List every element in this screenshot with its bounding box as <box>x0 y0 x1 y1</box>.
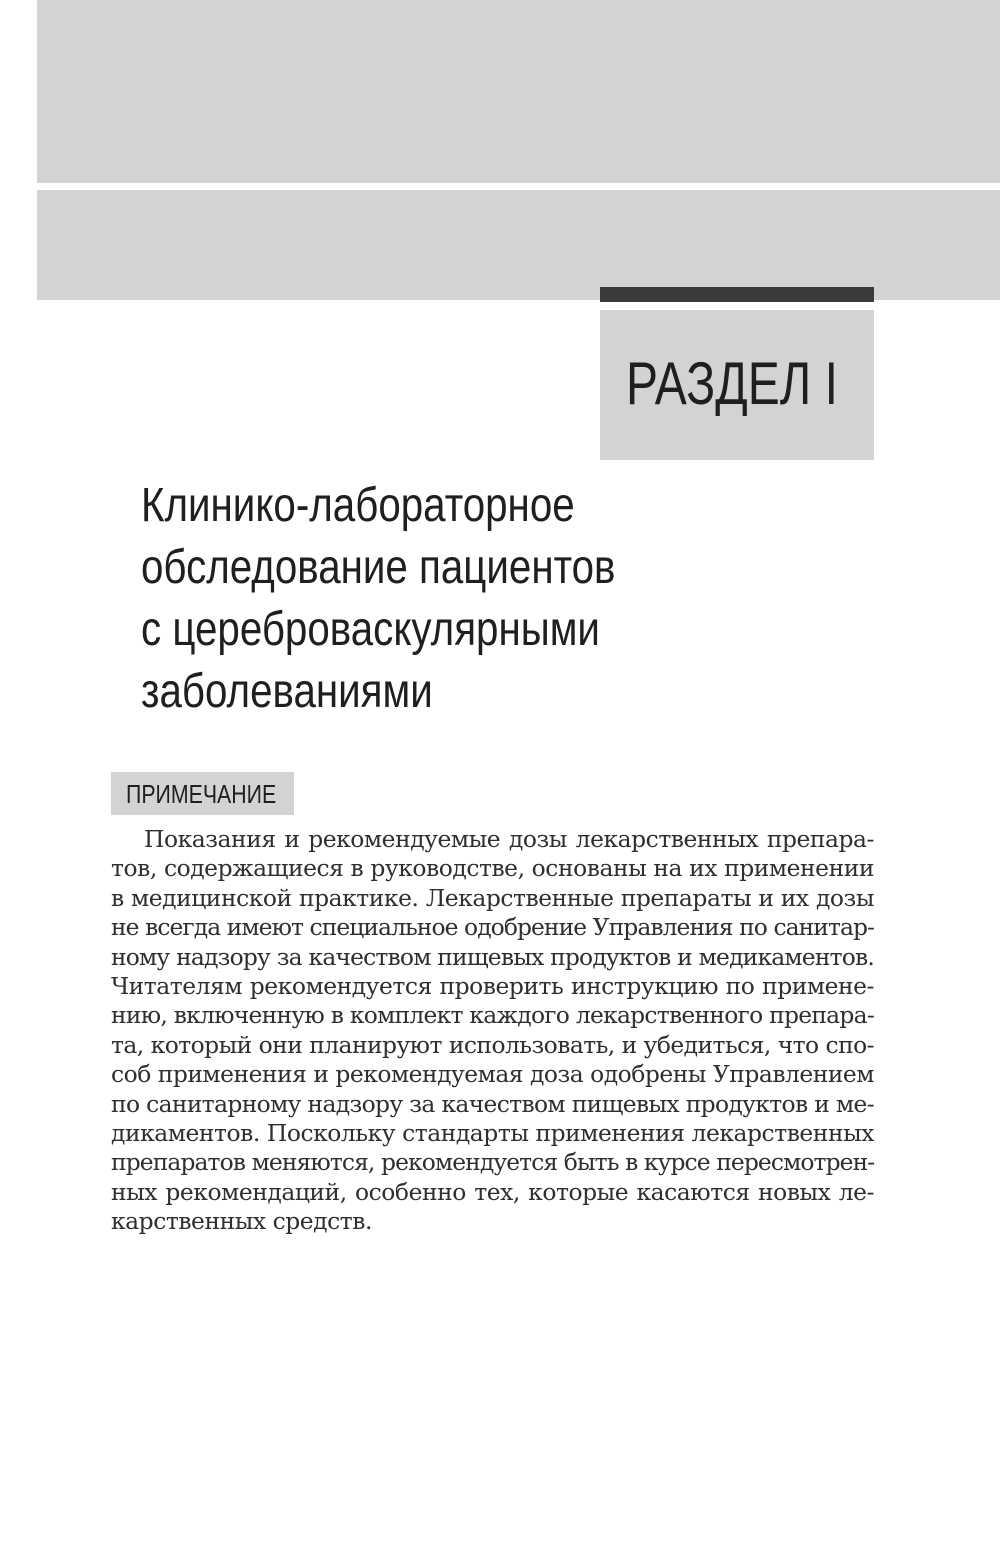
note-tag-label: ПРИМЕЧАНИЕ <box>126 779 277 809</box>
chapter-title-line: обследование пациентов <box>141 541 616 594</box>
chapter-title-line: Клинико-лабораторное <box>141 479 575 532</box>
note-line: Показания и рекомендуемые дозы лекарственных препара- <box>144 825 874 853</box>
note-line: карственных средств. <box>111 1207 372 1236</box>
header-band-top <box>37 0 1000 183</box>
note-body <box>111 825 874 1237</box>
chapter-title <box>141 475 701 723</box>
note-line: соб применения и рекомендуемая доза одобрены Управлением <box>111 1060 874 1089</box>
section-label: РАЗДЕЛ I <box>626 350 838 417</box>
section-rule <box>600 287 874 302</box>
note-line: та, который они планируют использовать, и убедиться, что спо- <box>111 1030 874 1059</box>
note-line: препаратов меняются, рекомендуется быть в курсе пересмотрен- <box>111 1148 875 1177</box>
section-box <box>600 310 874 460</box>
header-band-bottom <box>37 190 1000 300</box>
note-tag <box>111 772 294 815</box>
note-line: по санитарному надзору за качеством пищевых продуктов и ме- <box>111 1089 874 1118</box>
note-line: дикаментов. Поскольку стандарты применения лекарственных <box>111 1119 874 1148</box>
chapter-title-line: заболеваниями <box>141 665 433 718</box>
note-line: ному надзору за качеством пищевых продуктов и медикаментов. <box>111 942 874 971</box>
note-line: Читателям рекомендуется проверить инструкцию по примене- <box>111 972 874 1001</box>
chapter-title-line: с цереброваскулярными <box>141 603 600 656</box>
note-line: в медицинской практике. Лекарственные препараты и их дозы <box>111 883 874 912</box>
note-line: ных рекомендаций, особенно тех, которые касаются новых ле- <box>111 1177 874 1206</box>
note-line: нию, включенную в комплект каждого лекарственного препара- <box>111 1001 874 1030</box>
note-line: тов, содержащиеся в руководстве, основаны на их применении <box>111 854 874 883</box>
note-line: не всегда имеют специальное одобрение Управления по санитар- <box>111 913 874 942</box>
